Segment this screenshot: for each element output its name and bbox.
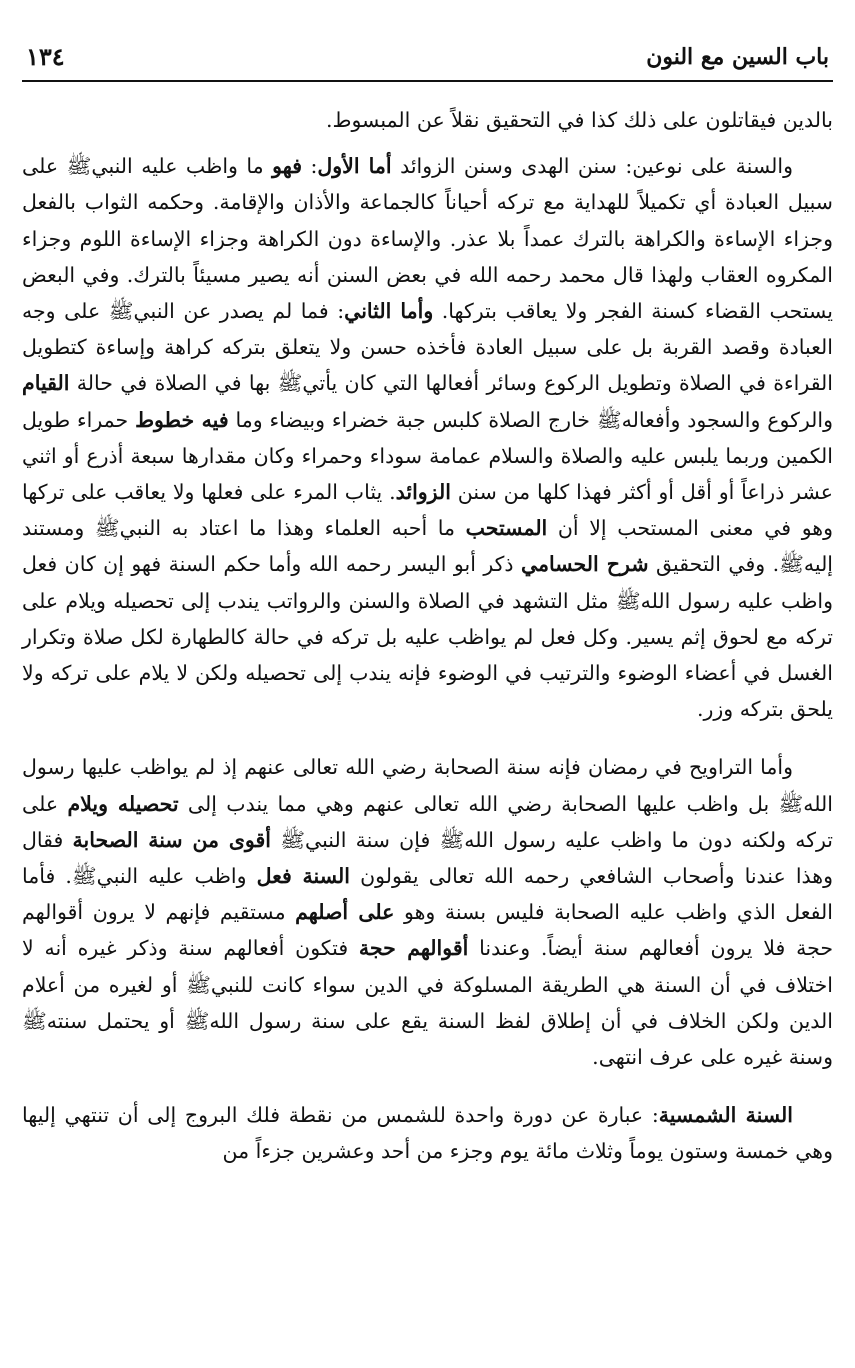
text-run: مستقيم فإنهم لا يرون أقوالهم حجة فلا يرون أفعالهم سنة أيضاً. وعندنا — [22, 900, 834, 961]
bold-term: السنة فعل — [256, 864, 350, 889]
bold-term: الزوائد — [395, 480, 451, 505]
running-header — [22, 40, 833, 82]
text-run: : — [302, 154, 318, 179]
paragraph — [22, 1097, 833, 1169]
text-run: ما واظب عليه النبيﷺ على سبيل العبادة أي تكميلاً للهداية مع تركه أحياناً كالجماعة والأذان والإقامة. وحكمه الثواب بالفعل وجزاء الإساءة والكراهة بالترك عمداً بلا عذر. والإساءة دون الكراهة وجزاء الإساءة اللوم وجزاء المكروه العقاب ولهذا قال محمد رحمه الله في بعض السنن أنه يصير مسيئاً بالترك. وفي البعض يستحب القضاء كسنة الفجر ولا يعاقب بتركها. — [22, 154, 833, 324]
text-run: والركوع والسجود وأفعالهﷺ خارج الصلاة كلبس جبة خضراء وبيضاء وما — [228, 407, 833, 432]
bold-term: أقوى من سنة الصحابة — [72, 827, 272, 852]
paragraph — [22, 102, 833, 138]
text-run: وأما التراويح في رمضان فإنه سنة الصحابة رضي الله تعالى عنهم إذ لم يواظب عليها رسول اللهﷺ بل واظب عليها الصحابة رضي الله تعالى عنهم وهي مما يندب إلى — [22, 755, 833, 816]
bold-term: القيام — [22, 371, 70, 396]
body-text — [22, 102, 833, 1170]
text-run: : عبارة عن دورة واحدة للشمس من نقطة فلك البروج إلى أن تنتهي إليها وهي خمسة وستون يوماً وثلاث مائة يوم وجزء من أحد وعشرين جزءاً من — [22, 1103, 833, 1164]
bold-term: فهو — [272, 154, 302, 179]
text-run: ما أحبه العلماء وهذا ما اعتاد به النبيﷺ ومستند إليهﷺ. وفي التحقيق — [22, 516, 834, 577]
bold-term: شرح الحسامي — [520, 552, 649, 577]
text-run: . يثاب المرء على فعلها ولا يعاقب على تركها وهو في معنى المستحب إلا أن — [22, 480, 833, 541]
text-run: واظب عليه النبيﷺ. فأما الفعل الذي واظب عليه الصحابة فليس بسنة وهو — [22, 864, 833, 925]
chapter-title: باب السين مع النون — [646, 44, 829, 70]
text-run: فقال وهذا عندنا وأصحاب الشافعي رحمه الله تعالى يقولون — [22, 827, 833, 889]
text-run: والسنة على نوعين: سنن الهدى وسنن الزوائد — [391, 154, 793, 179]
paragraph — [22, 749, 833, 1075]
bold-term: على أصلهم — [295, 900, 395, 925]
text-run: فتكون أفعالهم سنة وذكر غيره أنه لا اختلاف في أن السنة هي الطريقة المسلوكة في الدين سواء كانت للنبيﷺ أو لغيره من أعلام الدين ولكن الخلاف في أن إطلاق لفظ السنة يقع على سنة رسول اللهﷺ أو يحتمل سنتهﷺ وسنة غيره على عرف انتهى. — [22, 936, 833, 1070]
text-run: على تركه ولكنه دون ما واظب عليه رسول اللهﷺ فإن سنة النبيﷺ — [22, 791, 833, 852]
text-run: بالدين فيقاتلون على ذلك كذا في التحقيق نقلاً عن المبسوط. — [325, 108, 833, 132]
text-run: : فما لم يصدر عن النبيﷺ على وجه العبادة وقصد القربة بل على سبيل العادة فأخذه حسن ولا يتعلق بتركه كراهة وإساءة كتطويل القراءة في الصلاة وتطويل الركوع وسائر أفعالها التي كان يأتيﷺ بها في الصلاة في حالة — [22, 299, 833, 396]
bold-term: تحصيله ويلام — [67, 791, 179, 816]
bold-term: أقوالهم حجة — [358, 936, 469, 961]
bold-term: السنة الشمسية — [658, 1103, 794, 1128]
page-number: ١٣٤ — [26, 42, 65, 71]
text-run: ذكر أبو اليسر رحمه الله وأما حكم السنة فهو إن كان فعل واظب عليه رسول اللهﷺ مثل التشهد في الصلاة والسنن والرواتب يندب إلى تحصيله ويلام على تركه مع لحوق إثم يسير. وكل فعل لم يواظب عليه بل تركه في حالة كالطهارة لكل صلاة وتكرار الغسل في أعضاء الوضوء والترتيب في الوضوء فإنه يندب إلى تحصيله ولكن لا يلام على تركه ولا يلحق بتركه وزر. — [22, 552, 833, 722]
bold-term: أما الأول — [317, 154, 392, 179]
bold-term: وأما الثاني — [344, 299, 434, 324]
document-page — [22, 40, 833, 1348]
text-run: حمراء طويل الكمين وربما يلبس عليه والصلاة والسلام عمامة سوداء وحمراء وكان مقدارها سبعة أذرع أو اثني عشر ذراعاً أو أقل أو أكثر فهذا كلها من سنن — [22, 407, 833, 505]
paragraph — [22, 148, 833, 727]
bold-term: فيه خطوط — [135, 407, 229, 432]
bold-term: المستحب — [465, 516, 548, 541]
